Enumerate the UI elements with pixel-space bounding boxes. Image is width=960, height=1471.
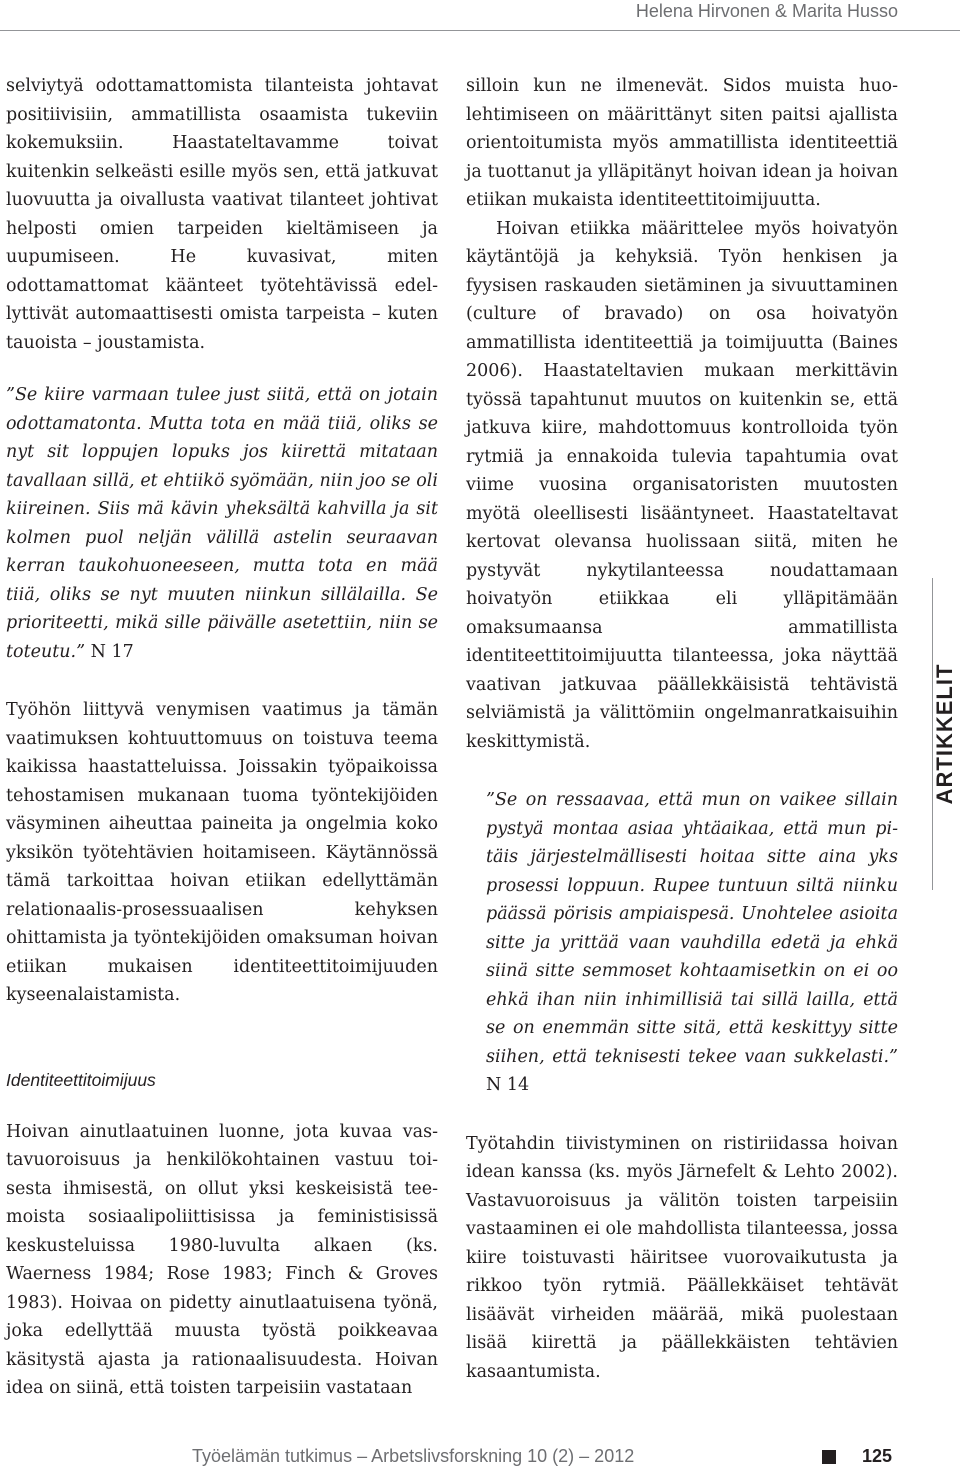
page-number: 125	[862, 1446, 893, 1466]
square-bullet-icon	[822, 1450, 836, 1464]
paragraph: silloin kun ne ilmenevät. Sidos muista huolehtimiseen on määrittänyt siten paitsi ajallista orientoitumista myös ammatillista identiteettiä ja tuottanut ja ylläpitänyt hoivan idean ja hoivan etiikan mukaista identiteettitoimijuutta.	[466, 76, 898, 210]
quote-text: ”Se on ressaavaa, että mun on vaikee sillain pystyä montaa asiaa yhtäaikaa, että mun pitäis järjestelmällisesti hoitaa sitte aina yks prosessi loppuun. Rupee tuntuun siltä niinku päässä pörisis ampiaispesä. Unohtelee asioita sitte ja yrittää vaan vauhdilla edetä ja ehkä siinä sitte semmoset kohtaamisetkin on ei oo ehkä ihan niin inhimillisiä tai sillä lailla, että se on enemmän sitte sitä, että keskittyy sitte siihen, että teknisesti tekee vaan sukkelasti.”	[486, 790, 898, 1067]
interview-quote	[466, 786, 898, 1100]
paragraph: Hoivan etiikka määrittelee myös hoivatyön käytäntöjä ja kehyksiä. Työn henkisen ja fyysisen raskauden sietäminen ja sivuuttaminen (culture of bravado) on osa hoivatyön ammatillista identiteettiä ja toimijuutta (Baines 2006). Haastateltavien mukaan merkittävin työssä tapahtunut muutos on kuitenkin se, että jatkuva kiire, mahdottomuus kontrolloida työn rytmiä ja ennakoida tulevia tapahtumia ovat viime vuosina organisatoristen muutosten myötä oleellisesti lisääntyneet. Haastateltavat kertovat olevansa huolissaan siitä, miten he pystyvät nykytilanteessa noudattamaan hoivatyön etiikkaa eli ylläpitämään omaksumaansa ammatillista identiteettitoimijuutta tilanteessa, joka näyttää vaativan jatkuvaa päällekkäisistä tehtävistä selviämistä ja välittömiin ongelmanratkaisuihin keskittymistä.	[466, 218, 898, 752]
interview-quote	[6, 381, 438, 666]
left-column	[6, 72, 438, 1403]
page-footer	[0, 1443, 960, 1471]
spacer	[6, 357, 438, 381]
paragraph: selviytyä odottamattomista tilanteista johtavat positiivisiin, ammatillista osaamista tukeviin kokemuksiin. Haastateltavamme toivat kuitenkin selkeästi esille myös sen, että jatkuvat luovuutta ja oivallusta vaativat tilanteet johtivat helposti omien tarpeiden kieltämiseen ja uupumiseen. He kuvasivat, miten odottamattomat käänteet työtehtävissä edellyttivät automaattisesti omista tarpeista – kuten tauoista – joustamista.	[6, 76, 438, 353]
spacer	[466, 1100, 898, 1130]
paragraph: Työtahdin tiivistyminen on ristiriidassa hoivan idean kanssa (ks. myös Järnefelt & Lehto 2002). Vastavuoroisuus ja välitön toisten tarpeisiin vastaaminen ei ole mahdollista tilanteessa, jossa kiire toistuvasti häiritsee vuorovaikutusta ja rikkoo työn rytmiä. Päällekkäiset tehtävät lisäävät virheiden määrää, mikä puolestaan lisää kiirettä ja päällekkäisten tehtävien kasaantumista.	[466, 1133, 898, 1382]
section-side-label: ARTIKKELIT	[932, 663, 957, 805]
spacer	[6, 1094, 438, 1118]
journal-citation: Työelämän tutkimus – Arbetslivsforskning 10 (2) – 2012	[192, 1446, 635, 1466]
paragraph: Hoivan ainutlaatuinen luonne, jota kuvaa vastavuoroisuus ja henkilökohtainen vastuu toisesta ihmisestä, on ollut yksi keskeisistä teemoista sosiaalipoliittisissa ja feministisissä keskusteluissa 1980-luvulta alkaen (ks. Waerness 1984; Rose 1983; Finch & Groves 1983). Hoivaa on pidetty ainutlaatuisena työnä, joka edellyttää muusta työstä poikkeavaa käsitystä ajasta ja rationaalisuudesta. Hoivan idea on siinä, että toisten tarpeisiin vastataan	[6, 1121, 438, 1398]
paragraph: Työhön liittyvä venymisen vaatimus ja tämän vaatimuksen kohtuuttomuus on toistuva teema kaikissa haastatteluissa. Joissakin työpaikoissa tehostamisen mukanaan tuoma työntekijöiden väsyminen aiheuttaa paineita ja ongelmia koko yksikön työtehtävien hoitamiseen. Käytännössä tämä tarkoittaa hoivan etiikan edellyttämän relationaalis-prosessuaalisen kehyksen ohittamista ja työntekijöiden omaksuman hoivan etiikan mukaisen identiteettitoimijuuden kyseenalaistamista.	[6, 700, 438, 1005]
quote-reference: N 17	[90, 641, 134, 662]
spacer	[6, 666, 438, 696]
header-authors: Helena Hirvonen & Marita Husso	[635, 1, 898, 21]
section-heading: Identiteettitoimijuus	[6, 1069, 156, 1090]
right-column	[466, 72, 898, 1386]
spacer	[6, 1010, 438, 1066]
spacer	[466, 756, 898, 786]
header-divider	[0, 30, 960, 31]
quote-reference: N 14	[486, 1075, 530, 1095]
quote-text: ”Se kiire varmaan tulee just siitä, että on jotain odottamatonta. Mutta tota en mää tiiä, oliks se nyt sit loppujen lopuks jos kiirettä mitataan tavallaan sillä, et ehtiikö syömään, niin joo se oli kiireinen. Siis mä kävin yheksältä kahvilla ja sit kolmen puol neljän välillä astelin seuraavan kerran taukohuoneeseen, mutta tota en mää tiiä, oliks se nyt muuten niinkun sillälailla. Se prioriteetti, mikä sille päivälle asetettiin, niin se toteutu.”	[6, 385, 438, 662]
